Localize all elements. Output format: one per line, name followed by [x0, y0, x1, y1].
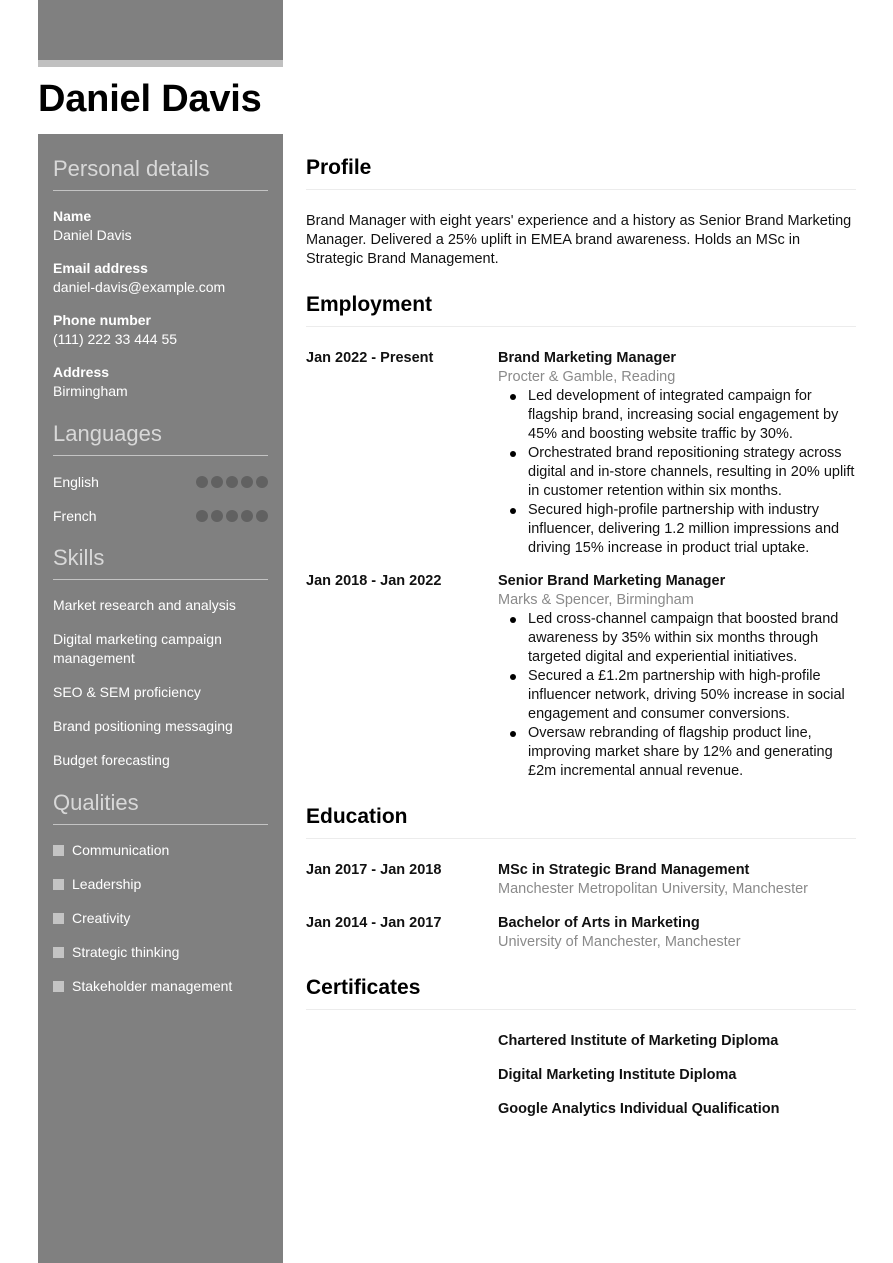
personal-details-section	[53, 156, 268, 401]
language-level-rating	[196, 510, 268, 522]
rating-dot-icon	[256, 476, 268, 488]
entry-body	[498, 914, 856, 952]
certificate-item: Chartered Institute of Marketing Diploma	[498, 1033, 779, 1049]
language-name: English	[53, 473, 99, 490]
quality-item	[53, 841, 268, 860]
rating-dot-icon	[196, 510, 208, 522]
rating-dot-icon	[226, 476, 238, 488]
language-level-rating	[196, 476, 268, 488]
company-location: Procter & Gamble, Reading	[498, 369, 676, 385]
phone-value: (111) 222 33 444 55	[53, 331, 178, 347]
qualities-section	[53, 790, 268, 996]
quality-item	[53, 977, 268, 996]
achievement-list	[498, 610, 856, 781]
quality-label: Stakeholder management	[72, 978, 233, 994]
quality-label: Creativity	[72, 910, 131, 926]
certificate-item: Digital Marketing Institute Diploma	[498, 1067, 737, 1083]
degree-title: MSc in Strategic Brand Management	[498, 862, 750, 878]
skill-item: Market research and analysis	[53, 597, 236, 613]
entry-body	[498, 861, 856, 899]
achievement-item: Secured high-profile partnership with industry influencer, delivering 1.2 million impressions and driving 15% increase in product trial uptake.	[528, 501, 856, 558]
rating-dot-icon	[211, 476, 223, 488]
entry-dates: Jan 2018 - Jan 2022	[306, 573, 442, 589]
profile-section	[306, 156, 856, 269]
detail-label: Address	[53, 364, 110, 380]
language-row-french	[53, 506, 268, 525]
achievement-item: Led development of integrated campaign for flagship brand, increasing social engagement by 45% and boosting website traffic by 30%.	[528, 387, 856, 444]
rating-dot-icon	[196, 476, 208, 488]
rating-dot-icon	[256, 510, 268, 522]
achievement-list	[498, 387, 856, 558]
detail-label: Name	[53, 208, 92, 224]
skill-item: Budget forecasting	[53, 752, 170, 768]
header-accent-line	[38, 60, 283, 67]
header-color-band	[38, 0, 283, 60]
profile-summary: Brand Manager with eight years' experience and a history as Senior Brand Marketing Manager. Delivered a 25% uplift in EMEA brand awareness. Holds an MSc in Strategic Brand Management.	[306, 213, 852, 267]
square-bullet-icon	[53, 845, 64, 856]
square-bullet-icon	[53, 913, 64, 924]
sidebar	[38, 134, 283, 1263]
quality-item	[53, 875, 268, 894]
skill-item: SEO & SEM proficiency	[53, 684, 201, 700]
skills-section	[53, 545, 268, 770]
skill-item: Digital marketing campaign management	[53, 631, 222, 666]
degree-title: Bachelor of Arts in Marketing	[498, 915, 700, 931]
section-heading-certificates: Certificates	[306, 976, 856, 1010]
detail-label: Phone number	[53, 312, 152, 328]
section-heading-education: Education	[306, 805, 856, 839]
institution: Manchester Metropolitan University, Manchester	[498, 881, 808, 897]
company-location: Marks & Spencer, Birmingham	[498, 592, 694, 608]
employment-entry	[306, 572, 856, 781]
certificates-section	[306, 976, 856, 1119]
section-heading-personal-details: Personal details	[53, 156, 268, 191]
entry-dates: Jan 2014 - Jan 2017	[306, 915, 442, 931]
entry-dates: Jan 2017 - Jan 2018	[306, 862, 442, 878]
section-heading-skills: Skills	[53, 545, 268, 580]
employment-section	[306, 293, 856, 781]
square-bullet-icon	[53, 879, 64, 890]
education-entry	[306, 914, 856, 952]
detail-phone	[53, 311, 268, 349]
languages-section	[53, 421, 268, 525]
quality-label: Communication	[72, 842, 170, 858]
section-heading-employment: Employment	[306, 293, 856, 327]
institution: University of Manchester, Manchester	[498, 934, 741, 950]
main-content	[306, 156, 856, 1134]
rating-dot-icon	[241, 476, 253, 488]
quality-item	[53, 909, 268, 928]
entry-body	[498, 572, 856, 781]
skill-item: Brand positioning messaging	[53, 718, 233, 734]
section-heading-profile: Profile	[306, 156, 856, 190]
achievement-item: Oversaw rebranding of flagship product line, improving market share by 12% and generating £2m incremental annual revenue.	[528, 724, 856, 781]
square-bullet-icon	[53, 981, 64, 992]
achievement-item: Led cross-channel campaign that boosted brand awareness by 35% within six months through targeted digital and experiential initiatives.	[528, 610, 856, 667]
rating-dot-icon	[211, 510, 223, 522]
job-title: Brand Marketing Manager	[498, 350, 677, 366]
detail-name	[53, 207, 268, 245]
quality-label: Strategic thinking	[72, 944, 180, 960]
rating-dot-icon	[241, 510, 253, 522]
education-section	[306, 805, 856, 952]
detail-address	[53, 363, 268, 401]
achievement-item: Orchestrated brand repositioning strategy across digital and in-store channels, resulting in 20% uplift in customer retention within six months.	[528, 445, 855, 499]
language-row-english	[53, 472, 268, 491]
education-entry	[306, 861, 856, 899]
achievement-item: Secured a £1.2m partnership with high-profile influencer network, driving 50% increase in social engagement and consumer conversions.	[528, 667, 856, 724]
certificate-list	[306, 1032, 856, 1119]
detail-email	[53, 259, 268, 297]
job-title: Senior Brand Marketing Manager	[498, 573, 726, 589]
square-bullet-icon	[53, 947, 64, 958]
employment-entry	[306, 349, 856, 558]
entry-body	[498, 349, 856, 558]
candidate-name: Daniel Davis	[38, 78, 262, 120]
email-value: daniel-davis@example.com	[53, 279, 226, 295]
detail-label: Email address	[53, 260, 148, 276]
address-value: Birmingham	[53, 383, 128, 399]
rating-dot-icon	[226, 510, 238, 522]
certificate-item: Google Analytics Individual Qualification	[498, 1101, 780, 1117]
entry-dates: Jan 2022 - Present	[306, 350, 434, 366]
quality-label: Leadership	[72, 876, 142, 892]
section-heading-qualities: Qualities	[53, 790, 268, 825]
detail-value: Daniel Davis	[53, 227, 132, 243]
section-heading-languages: Languages	[53, 421, 268, 456]
language-name: French	[53, 507, 97, 524]
quality-item	[53, 943, 268, 962]
